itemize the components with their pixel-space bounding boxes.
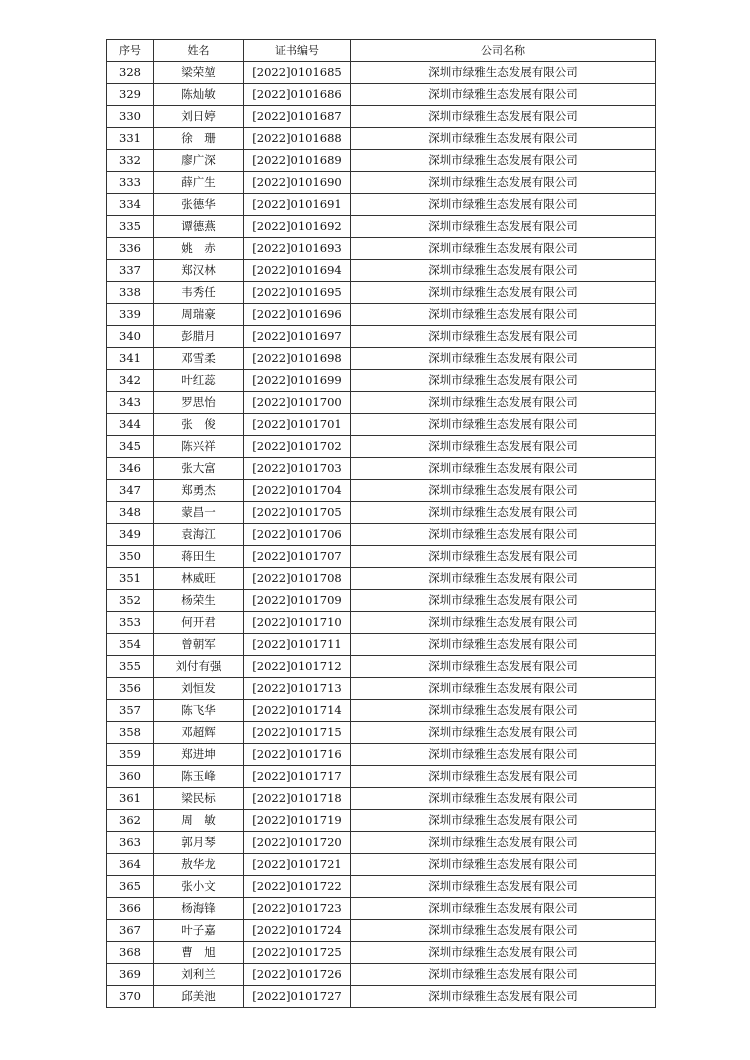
cell-name: 徐 珊: [154, 128, 244, 150]
table-body: [107, 62, 656, 1008]
cell-seq: 336: [107, 238, 154, 260]
cell-cert: [2022]0101709: [244, 590, 351, 612]
cell-seq: 357: [107, 700, 154, 722]
cell-name: 周瑞豪: [154, 304, 244, 326]
cell-name: 刘付有强: [154, 656, 244, 678]
cell-cert: [2022]0101713: [244, 678, 351, 700]
table-row: [107, 634, 656, 656]
cell-seq: 342: [107, 370, 154, 392]
cell-seq: 370: [107, 986, 154, 1008]
cell-company: 深圳市绿雅生态发展有限公司: [351, 568, 656, 590]
cell-company: 深圳市绿雅生态发展有限公司: [351, 348, 656, 370]
cell-cert: [2022]0101685: [244, 62, 351, 84]
table-row: [107, 546, 656, 568]
cell-company: 深圳市绿雅生态发展有限公司: [351, 436, 656, 458]
cell-cert: [2022]0101716: [244, 744, 351, 766]
cell-seq: 341: [107, 348, 154, 370]
cell-name: 蒙昌一: [154, 502, 244, 524]
cell-company: 深圳市绿雅生态发展有限公司: [351, 172, 656, 194]
cell-name: 张小文: [154, 876, 244, 898]
cell-name: 邱美池: [154, 986, 244, 1008]
cell-cert: [2022]0101714: [244, 700, 351, 722]
cell-cert: [2022]0101711: [244, 634, 351, 656]
cell-company: 深圳市绿雅生态发展有限公司: [351, 128, 656, 150]
cell-company: 深圳市绿雅生态发展有限公司: [351, 876, 656, 898]
cell-company: 深圳市绿雅生态发展有限公司: [351, 458, 656, 480]
cell-seq: 333: [107, 172, 154, 194]
cell-name: 郭月琴: [154, 832, 244, 854]
cell-company: 深圳市绿雅生态发展有限公司: [351, 964, 656, 986]
table-row: [107, 260, 656, 282]
cell-seq: 355: [107, 656, 154, 678]
table-row: [107, 876, 656, 898]
cell-name: 杨海锋: [154, 898, 244, 920]
cell-name: 郑进坤: [154, 744, 244, 766]
cell-name: 曾朝军: [154, 634, 244, 656]
cell-seq: 331: [107, 128, 154, 150]
table-row: [107, 304, 656, 326]
cell-cert: [2022]0101725: [244, 942, 351, 964]
cell-seq: 367: [107, 920, 154, 942]
cell-name: 林威旺: [154, 568, 244, 590]
cell-cert: [2022]0101721: [244, 854, 351, 876]
cell-cert: [2022]0101719: [244, 810, 351, 832]
cell-name: 谭德燕: [154, 216, 244, 238]
cell-cert: [2022]0101703: [244, 458, 351, 480]
cell-company: 深圳市绿雅生态发展有限公司: [351, 480, 656, 502]
cell-name: 姚 赤: [154, 238, 244, 260]
table-row: [107, 414, 656, 436]
cell-company: 深圳市绿雅生态发展有限公司: [351, 854, 656, 876]
table-row: [107, 128, 656, 150]
table-row: [107, 810, 656, 832]
cell-seq: 348: [107, 502, 154, 524]
cell-company: 深圳市绿雅生态发展有限公司: [351, 590, 656, 612]
table-row: [107, 458, 656, 480]
cell-seq: 363: [107, 832, 154, 854]
cell-name: 彭腊月: [154, 326, 244, 348]
cell-name: 叶子嘉: [154, 920, 244, 942]
cell-seq: 334: [107, 194, 154, 216]
cell-name: 陈飞华: [154, 700, 244, 722]
cell-cert: [2022]0101726: [244, 964, 351, 986]
cell-company: 深圳市绿雅生态发展有限公司: [351, 370, 656, 392]
cell-seq: 339: [107, 304, 154, 326]
cell-name: 张大富: [154, 458, 244, 480]
cell-cert: [2022]0101698: [244, 348, 351, 370]
cell-name: 郑勇杰: [154, 480, 244, 502]
cell-name: 何开君: [154, 612, 244, 634]
cell-company: 深圳市绿雅生态发展有限公司: [351, 194, 656, 216]
cell-seq: 358: [107, 722, 154, 744]
table-row: [107, 282, 656, 304]
cell-name: 张 俊: [154, 414, 244, 436]
cell-seq: 344: [107, 414, 154, 436]
cell-seq: 351: [107, 568, 154, 590]
table-row: [107, 370, 656, 392]
table-row: [107, 480, 656, 502]
cell-name: 罗思怡: [154, 392, 244, 414]
cell-company: 深圳市绿雅生态发展有限公司: [351, 326, 656, 348]
cell-company: 深圳市绿雅生态发展有限公司: [351, 304, 656, 326]
cell-cert: [2022]0101687: [244, 106, 351, 128]
table-row: [107, 502, 656, 524]
cell-company: 深圳市绿雅生态发展有限公司: [351, 942, 656, 964]
cell-company: 深圳市绿雅生态发展有限公司: [351, 832, 656, 854]
cell-name: 蒋田生: [154, 546, 244, 568]
table-row: [107, 436, 656, 458]
cell-company: 深圳市绿雅生态发展有限公司: [351, 150, 656, 172]
cell-cert: [2022]0101696: [244, 304, 351, 326]
cell-seq: 345: [107, 436, 154, 458]
cell-company: 深圳市绿雅生态发展有限公司: [351, 238, 656, 260]
cell-cert: [2022]0101715: [244, 722, 351, 744]
cell-seq: 364: [107, 854, 154, 876]
table-header: [107, 40, 656, 62]
cell-name: 刘日婷: [154, 106, 244, 128]
cell-seq: 337: [107, 260, 154, 282]
cell-cert: [2022]0101704: [244, 480, 351, 502]
cell-seq: 366: [107, 898, 154, 920]
cell-seq: 368: [107, 942, 154, 964]
cell-name: 郑汉林: [154, 260, 244, 282]
cell-cert: [2022]0101689: [244, 150, 351, 172]
cell-company: 深圳市绿雅生态发展有限公司: [351, 612, 656, 634]
cell-name: 梁荣堃: [154, 62, 244, 84]
cell-company: 深圳市绿雅生态发展有限公司: [351, 260, 656, 282]
cell-seq: 359: [107, 744, 154, 766]
cell-seq: 343: [107, 392, 154, 414]
certificate-list-page: [106, 39, 655, 1008]
table-row: [107, 788, 656, 810]
cell-company: 深圳市绿雅生态发展有限公司: [351, 744, 656, 766]
table-row: [107, 238, 656, 260]
table-row: [107, 656, 656, 678]
cell-company: 深圳市绿雅生态发展有限公司: [351, 986, 656, 1008]
table-row: [107, 194, 656, 216]
cell-cert: [2022]0101692: [244, 216, 351, 238]
cell-cert: [2022]0101724: [244, 920, 351, 942]
cell-seq: 356: [107, 678, 154, 700]
cell-company: 深圳市绿雅生态发展有限公司: [351, 678, 656, 700]
cell-cert: [2022]0101695: [244, 282, 351, 304]
cell-cert: [2022]0101699: [244, 370, 351, 392]
cell-cert: [2022]0101722: [244, 876, 351, 898]
header-cert: 证书编号: [244, 40, 351, 62]
cell-cert: [2022]0101712: [244, 656, 351, 678]
table-row: [107, 854, 656, 876]
cell-seq: 349: [107, 524, 154, 546]
cell-company: 深圳市绿雅生态发展有限公司: [351, 62, 656, 84]
header-row: [107, 40, 656, 62]
cell-cert: [2022]0101723: [244, 898, 351, 920]
cell-name: 叶红蕊: [154, 370, 244, 392]
table-row: [107, 62, 656, 84]
cell-company: 深圳市绿雅生态发展有限公司: [351, 898, 656, 920]
cell-seq: 347: [107, 480, 154, 502]
cell-company: 深圳市绿雅生态发展有限公司: [351, 788, 656, 810]
header-name: 姓名: [154, 40, 244, 62]
cell-seq: 328: [107, 62, 154, 84]
cell-name: 邓雪柔: [154, 348, 244, 370]
cell-cert: [2022]0101697: [244, 326, 351, 348]
cell-name: 曹 旭: [154, 942, 244, 964]
table-row: [107, 392, 656, 414]
cell-cert: [2022]0101701: [244, 414, 351, 436]
cell-seq: 361: [107, 788, 154, 810]
cell-company: 深圳市绿雅生态发展有限公司: [351, 414, 656, 436]
cell-name: 刘恒发: [154, 678, 244, 700]
cell-name: 薛广生: [154, 172, 244, 194]
table-row: [107, 986, 656, 1008]
cell-seq: 329: [107, 84, 154, 106]
cell-seq: 353: [107, 612, 154, 634]
cell-company: 深圳市绿雅生态发展有限公司: [351, 722, 656, 744]
cell-seq: 369: [107, 964, 154, 986]
cell-company: 深圳市绿雅生态发展有限公司: [351, 282, 656, 304]
cell-company: 深圳市绿雅生态发展有限公司: [351, 106, 656, 128]
cell-company: 深圳市绿雅生态发展有限公司: [351, 810, 656, 832]
cell-name: 袁海江: [154, 524, 244, 546]
table-row: [107, 678, 656, 700]
header-company: 公司名称: [351, 40, 656, 62]
cell-company: 深圳市绿雅生态发展有限公司: [351, 920, 656, 942]
table-row: [107, 832, 656, 854]
cell-name: 敖华龙: [154, 854, 244, 876]
table-row: [107, 524, 656, 546]
cell-cert: [2022]0101700: [244, 392, 351, 414]
table-row: [107, 722, 656, 744]
table-row: [107, 568, 656, 590]
cell-seq: 340: [107, 326, 154, 348]
cell-seq: 362: [107, 810, 154, 832]
table-row: [107, 590, 656, 612]
header-seq: 序号: [107, 40, 154, 62]
cell-company: 深圳市绿雅生态发展有限公司: [351, 546, 656, 568]
cell-name: 张德华: [154, 194, 244, 216]
cell-company: 深圳市绿雅生态发展有限公司: [351, 766, 656, 788]
cell-seq: 354: [107, 634, 154, 656]
table-row: [107, 216, 656, 238]
cell-cert: [2022]0101688: [244, 128, 351, 150]
cell-seq: 338: [107, 282, 154, 304]
cell-cert: [2022]0101708: [244, 568, 351, 590]
cell-seq: 352: [107, 590, 154, 612]
table-row: [107, 766, 656, 788]
table-row: [107, 612, 656, 634]
cell-cert: [2022]0101705: [244, 502, 351, 524]
table-row: [107, 326, 656, 348]
table-row: [107, 150, 656, 172]
cell-cert: [2022]0101717: [244, 766, 351, 788]
cell-cert: [2022]0101707: [244, 546, 351, 568]
table-row: [107, 700, 656, 722]
table-row: [107, 920, 656, 942]
cell-name: 邓超辉: [154, 722, 244, 744]
cell-name: 韦秀任: [154, 282, 244, 304]
cell-name: 廖广深: [154, 150, 244, 172]
cell-seq: 332: [107, 150, 154, 172]
table-row: [107, 898, 656, 920]
table-row: [107, 84, 656, 106]
cell-cert: [2022]0101693: [244, 238, 351, 260]
table-row: [107, 348, 656, 370]
cell-company: 深圳市绿雅生态发展有限公司: [351, 392, 656, 414]
cell-company: 深圳市绿雅生态发展有限公司: [351, 700, 656, 722]
cell-name: 陈玉峰: [154, 766, 244, 788]
cell-cert: [2022]0101690: [244, 172, 351, 194]
cell-name: 梁民标: [154, 788, 244, 810]
cell-cert: [2022]0101694: [244, 260, 351, 282]
cell-cert: [2022]0101686: [244, 84, 351, 106]
cell-seq: 360: [107, 766, 154, 788]
certificate-table: [106, 39, 656, 1008]
cell-seq: 350: [107, 546, 154, 568]
cell-cert: [2022]0101706: [244, 524, 351, 546]
cell-cert: [2022]0101702: [244, 436, 351, 458]
cell-name: 陈灿敏: [154, 84, 244, 106]
cell-company: 深圳市绿雅生态发展有限公司: [351, 216, 656, 238]
cell-company: 深圳市绿雅生态发展有限公司: [351, 656, 656, 678]
cell-seq: 335: [107, 216, 154, 238]
cell-company: 深圳市绿雅生态发展有限公司: [351, 84, 656, 106]
table-row: [107, 172, 656, 194]
cell-seq: 346: [107, 458, 154, 480]
cell-name: 杨荣生: [154, 590, 244, 612]
cell-company: 深圳市绿雅生态发展有限公司: [351, 634, 656, 656]
table-row: [107, 942, 656, 964]
cell-cert: [2022]0101727: [244, 986, 351, 1008]
cell-cert: [2022]0101691: [244, 194, 351, 216]
table-row: [107, 106, 656, 128]
cell-company: 深圳市绿雅生态发展有限公司: [351, 502, 656, 524]
cell-cert: [2022]0101710: [244, 612, 351, 634]
cell-cert: [2022]0101718: [244, 788, 351, 810]
cell-name: 陈兴祥: [154, 436, 244, 458]
cell-seq: 365: [107, 876, 154, 898]
cell-name: 周 敏: [154, 810, 244, 832]
table-row: [107, 744, 656, 766]
cell-name: 刘利兰: [154, 964, 244, 986]
table-row: [107, 964, 656, 986]
cell-company: 深圳市绿雅生态发展有限公司: [351, 524, 656, 546]
cell-seq: 330: [107, 106, 154, 128]
cell-cert: [2022]0101720: [244, 832, 351, 854]
